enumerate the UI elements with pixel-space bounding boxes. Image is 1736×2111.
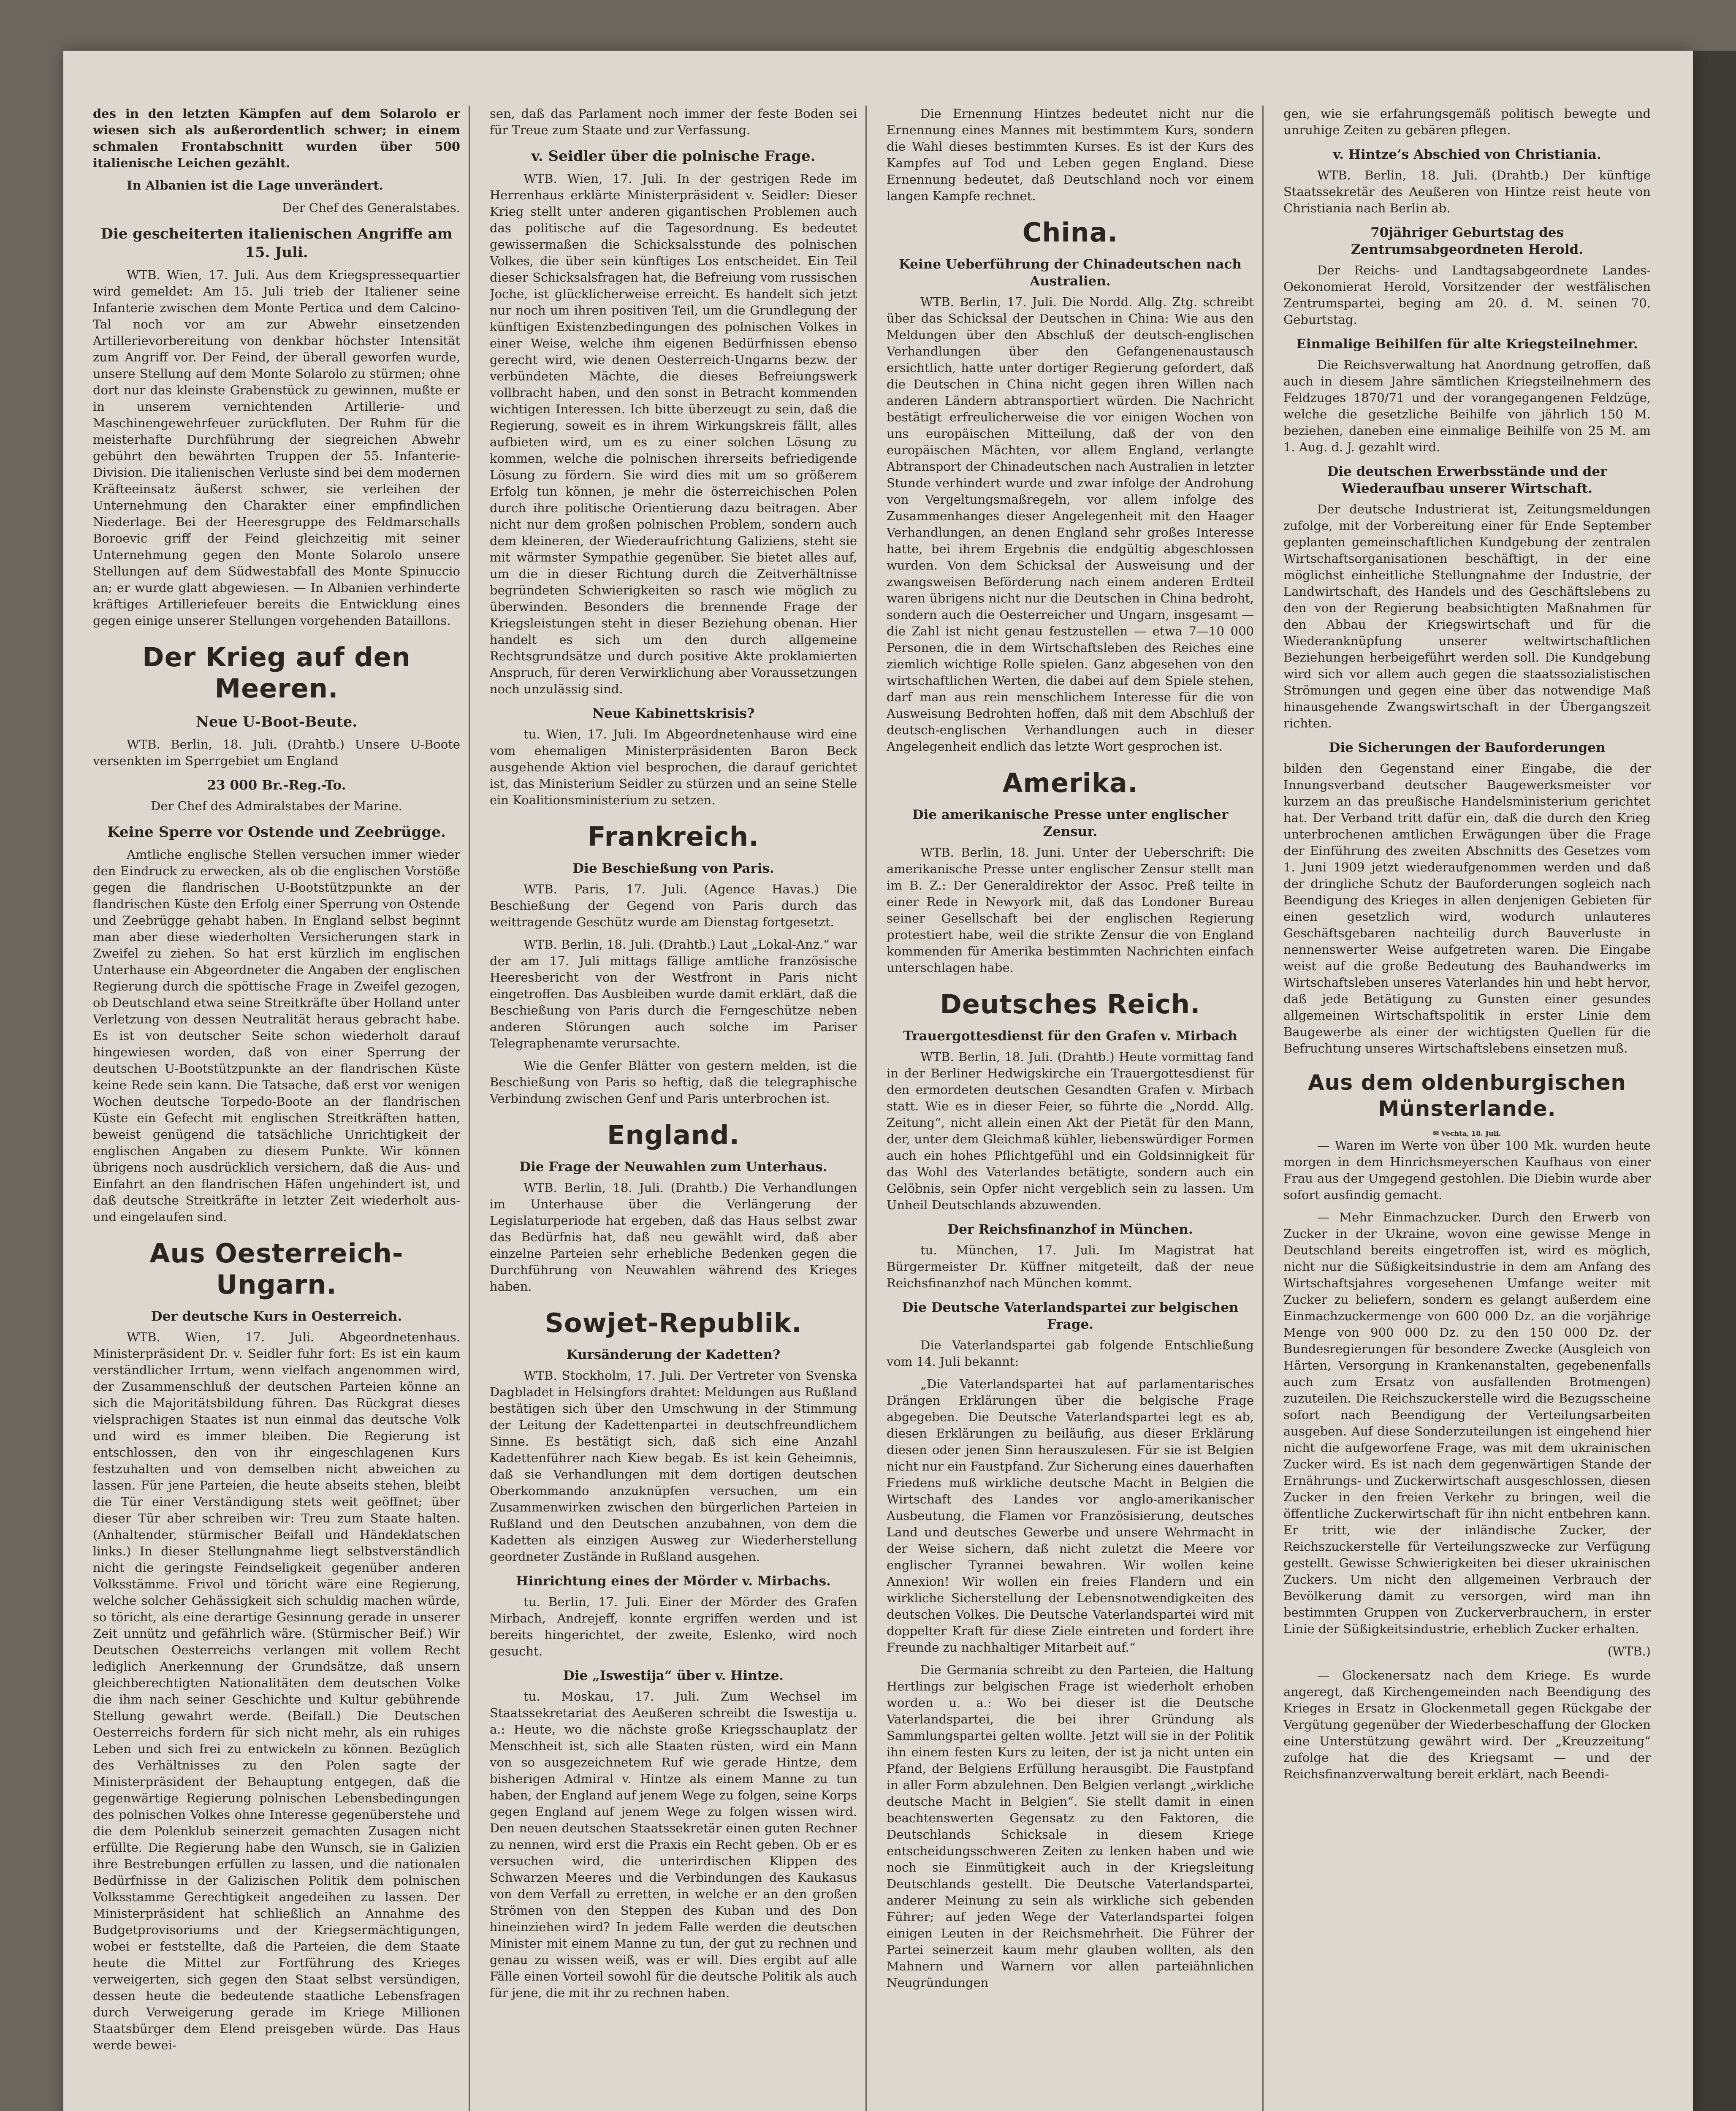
article-text: — Mehr Einmachzucker. Durch den Erwerb von Zucker in der Ukraine, wovon eine gewisse Menge in Deutschland bereits eingetroffen ist, wird es möglich, nicht nur die Süßigkeitsindustrie in dem am Anfang des Wirtschaftsjahres vorgesehenen Umfange weiter mit Zucker zu beliefern, sondern es gelangt außerdem eine Einmachzuckermenge von 600 000 Dz. an die vorjährige Menge von 900 000 Dz. zu den 150 000 Dz. der Bundesregierungen für besondere Zwecke (Ausgleich von Härten, Versorgung in Krankenanstalten, gegebenenfalls auch zum Ersatz von ausfallenden Brotmengen) zuzuteilen. Die Reichszuckerstelle wird die Bezugsscheine sofort nach Beendigung der Verteilungsarbeiten ausgeben. Auf diese Sonderzuteilungen ist eingehend hier nicht die aufgeworfene Frage, was mit dem ukrainischen Zucker wird. Es ist nach dem gegenwärtigen Stande der Ernährungs- und Zuckerwirtschaft ausgeschlossen, diesen Zucker in den freien Verkehr zu bringen, weil die öffentliche Zuckerwirtschaft für ihn nicht entbehren kann. Er tritt, wie der inländische Zucker, der Reichszuckerstelle für Verteilungszwecke zur Verfügung gestellt. Gewisse Schwierigkeiten bei dieser ukrainischen Zuckers. Um nicht den allgemeinen Verbrauch der Bevölkerung damit zu versorgen, wird man ihn bestimmten Gruppen von Zuckerverbrauchern, in erster Linie der Süßigkeitsindustrie, erheblich Zucker erhalten. — [1283, 1210, 1651, 1636]
article-text: tu. München, 17. Juli. Im Magistrat hat Bürgermeister Dr. Küffner mitgeteilt, daß der neue Reichsfinanzhof nach München kommt. — [887, 1243, 1254, 1290]
newspaper-page — [63, 51, 1693, 2111]
article-text: WTB. Berlin, 18. Juli. (Drahtb.) Unsere U-Boote versenkten im Sperrgebiet um England — [93, 737, 460, 768]
article-text: Die Reichsverwaltung hat Anordnung getroffen, daß auch in diesem Jahre sämtlichen Kriegsteilnehmern des Feldzuges 1870/71 und der vorangegangenen Feldzüge, welche die gesetzliche Beihilfe von jährlich 150 M. beziehen, daneben eine einmalige Beihilfe von 25 M. am 1. Aug. d. J. gezahlt wird. — [1283, 358, 1651, 454]
article-text: tu. Moskau, 17. Juli. Zum Wechsel im Staatssekretariat des Aeußeren schreibt die Iswestija u. a.: Heute, wo die nächste große Kriegsschauplatz der Menschheit ist, sich alle Staaten rüsten, wird ein Mann von so ausgezeichnetem Ruf wie gerade Hintze, dem bisherigen Admiral v. Hintze als einem Manne zu tun haben, der England auf jenem Wege zu folgen, seine Korps gegen England auf jenem Wege zu folgen wissen wird. Den neuen deutschen Staatssekretär einen guten Rechner zu nennen, wird erst die Praxis ein Recht geben. Ob er es versuchen wird, die unterirdischen Klippen des Schwarzen Meeres und die Verbindungen des Kaukasus von dem Verfall zu erretten, in welche er an den großen Strömen von den Steppen des Kuban und des Don hineinziehen wird? In jedem Falle werden die deutschen Minister mit einem Manne zu tun, der gut zu rechnen und genau zu wissen weiß, was er will. Dies ergibt auf alle Fälle einen Vorteil sowohl für die deutsche Politik als auch für jene, die mit ihr zu rechnen haben. — [490, 1689, 857, 2000]
article-heading: Neue Kabinettskrisis? — [592, 706, 755, 721]
article-heading: Einmalige Beihilfen für alte Kriegsteilnehmer. — [1296, 336, 1638, 352]
article-text: „Die Vaterlandspartei hat auf parlamentarisches Drängen Erklärungen über die belgische Frage abgegeben. Die Deutsche Vaterlandspartei legt es ab, diesen Erklärungen zu beiläufig, aus dieser Erklärung diesen oder jenen Sinn herauszulesen. Für sie ist Belgien nicht nur ein Faustpfand. Zur Sicherung eines dauerhaften Friedens muß wirkliche deutsche Macht in Belgien die Wirtschaft des Landes vor anglo-amerikanischer Ausbeutung, die Flamen vor Französisierung, deutsches Land und deutsches Gewerbe und unsere Wehrmacht in der Weise sichern, daß nicht zuletzt die Meere vor englischer Tyrannei bewahren. Wir wollen keine Annexion! Wir wollen ein freies Flandern und ein wirkliche Sicherstellung der Lebensnotwendigkeiten des deutschen Volkes. Die Deutsche Vaterlandspartei wird mit doppelter Kraft für diese Ziele eintreten und fordert ihre Freunde zu nachhaltiger Mitarbeit auf.“ — [887, 1377, 1254, 1655]
article-heading: Die Beschießung von Paris. — [572, 861, 774, 876]
article-heading: Keine Ueberführung der Chinadeutschen nach Australien. — [899, 257, 1242, 289]
article-text: bilden den Gegenstand einer Eingabe, die der Innungsverband deutscher Baugewerksmeister vor kurzem an das preußische Handelsministerium gerichtet hat. Der Verband tritt dafür ein, daß die durch den Krieg unterbrochenen amtlichen Erwägungen über die Frage der Einführung des zweiten Abschnitts des Gesetzes vom 1. Juni 1909 jetzt wiederaufgenommen werden und daß der dringliche Schutz der Bauforderungen sogleich nach Beendigung des Krieges in allen denjenigen Gebieten für einen gesetzlich wird, wodurch unlauteres Geschäftsgebaren nachteilig durch Bauverluste in nennenswerter Weise aufgetreten waren. Die Eingabe weist auf die große Bedeutung des Bauhandwerks im Wirtschaftsleben unseres Vaterlandes hin und hebt hervor, daß jede Betätigung zu Gunsten einer gesundes allgemeinen Wirtschaftspolitik in erster Linie dem Baugewerbe als einer der wichtigsten Quellen für die Befruchtung unseres Wirtschaftslebens einsetzen muß. — [1283, 761, 1651, 1056]
article-heading: v. Seidler über die polnische Frage. — [531, 148, 816, 165]
article-text: Der deutsche Industrierat ist, Zeitungsmeldungen zufolge, mit der Vorbereitung einer für Ende September geplanten gemeinschaftlichen Kundgebung der zentralen Wirtschaftsorganisationen beschäftigt, in der eine möglichst einheitliche Stellungnahme der Industrie, der Landwirtschaft, des Handels und des Geschäftslebens zu den von der Regierung beabsichtigten Maßnahmen für den Abbau der Kriegswirtschaft und für die Wiederanknüpfung unserer weltwirtschaftlichen Beziehungen herbeigeführt werden soll. Die Kundgebung wird sich vor allem auch gegen die staatssozialistischen Strömungen und gegen eine über das notwendige Maß hinausgehende Zwangswirtschaft in der Übergangszeit richten. — [1283, 502, 1651, 730]
column-rule — [1262, 106, 1264, 2111]
signature: Der Chef des Admiralstabes der Marine. — [151, 799, 402, 813]
article-text: In Albanien ist die Lage unverändert. — [127, 178, 383, 193]
article-text: tu. Wien, 17. Juli. Im Abgeordnetenhause wird eine vom ehemaligen Ministerpräsidenten Baron Beck ausgehende Aktion viel besprochen, die darauf gerichtet ist, das Ministerium Seidler zu stürzen und an seine Stelle ein Koalitionsministerium zu setzen. — [490, 727, 857, 807]
article-heading: Der deutsche Kurs in Oesterreich. — [151, 1309, 402, 1324]
article-text: WTB. Berlin, 18. Juni. Unter der Ueberschrift: Die amerikanische Presse unter englischer Zensur stellt man im B. Z.: Der Generaldirektor der Assoc. Preß teilte in einer Rede in Newyork mit, daß das Londoner Bureau seiner Gesellschaft bei der englischen Regierung protestiert habe, weil die strikte Zensur die von England kommenden für Amerika bestimmten Nachrichten einfach unterschlagen habe. — [887, 845, 1254, 975]
article-text: Der Reichs- und Landtagsabgeordnete Landes-Oekonomierat Herold, Vorsitzender der westfälischen Zentrumspartei, beging am 20. d. M. seinen 70. Geburtstag. — [1283, 263, 1651, 327]
section-title: Aus dem oldenburgischen Münsterlande. — [1308, 1070, 1626, 1121]
section-title: China. — [1022, 217, 1118, 248]
article-heading: Die Deutsche Vaterlandspartei zur belgischen Frage. — [902, 1300, 1239, 1332]
article-text: Wie die Genfer Blätter von gestern melden, ist die Beschießung von Paris so heftig, daß die telegraphische Verbindung zwischen Genf und Paris unterbrochen ist. — [490, 1058, 857, 1106]
article-text: WTB. Wien, 17. Juli. Abgeordnetenhaus. Ministerpräsident Dr. v. Seidler fuhr fort: Es ist ein kaum verständlicher Irrtum, wenn vielfach angenommen wird, der Zusammenschluß der deutschen Parteien könne an sich die Majoritätsbildung führen. Das Rückgrat dieses vielsprachigen Staates ist nun einmal das deutsche Volk und wird es immer bleiben. Die Regierung ist entschlossen, den von ihr eingeschlagenen Kurs festzuhalten und von demselben nicht abweichen zu lassen. Für jene Parteien, die heute abseits stehen, bleibt die Tür einer Verständigung stets weit geöffnet; über dieser Tür aber schreiben wir: Treu zum Staate halten. (Anhaltender, stürmischer Beifall und Händeklatschen links.) In dieser Stellungnahme liegt selbstverständlich nicht die geringste Feindseligkeit gegenüber anderen Volksstämme. Frivol und töricht wäre eine Regierung, welche solcher Gehässigkeit sich schuldig machen würde, so töricht, als eine derartige Gesinnung gerade in unserer Zeit unnütz und gefährlich wäre. (Stürmischer Beif.) Wir Deutschen Oesterreichs verlangen mit vollem Recht lediglich Anerkennung der Grundsätze, daß unsern gleichberechtigten Nationalitäten dem deutschen Volke die ihm nach seiner Geschichte und Kultur gebührende Stellung gewahrt werde. (Beifall.) Die Deutschen Oesterreichs fordern für sich nicht mehr, als ein ruhiges Leben und sich frei zu entwickeln zu können. Bezüglich des Verhältnisses zu den Polen sagte der Ministerpräsident der Behauptung entgegen, daß die gegenwärtige Regierung polnischen Lebensbedingungen des polnischen Volkes ohne Interesse gegenüberstehe und die dem Polenklub seinerzeit gemachten Zusagen nicht erfüllte. Die Regierung habe den Wunsch, sie in Galizien ihre Bestrebungen erfüllen zu lassen, und die nationalen Bedürfnisse in der Galizischen Politik dem polnischen Volksstamme Gerechtigkeit angedeihen zu lassen. Der Ministerpräsident hat schließlich an Annahme des Budgetprovisoriums und der Kriegsermächtigungen, wobei er feststellte, daß die Parteien, die dem Staate heute die Mittel zur Fortführung des Krieges verweigerten, sich gegen den Staat selbst versündigen, dessen heute die bedeutende staatliche Lebensfragen durch Verweigerung gerade im Kriege Millionen Staatsbürger dem Elend preisgeben würde. Das Haus werde bewei- — [93, 1330, 460, 2052]
section-title: Aus Oesterreich-Ungarn. — [149, 1238, 404, 1300]
article-text: Amtliche englische Stellen versuchen immer wieder den Eindruck zu erwecken, als ob die englischen Vorstöße gegen die flandrischen U-Bootstützpunkte an der flandrischen Küste den Erfolg einer Sperrung von Ostende und Zeebrügge gehabt haben. In England selbst beginnt man aber diese wiederholten Versicherungen stark in Zweifel zu ziehen. So hat erst kürzlich im englischen Unterhause ein Abgeordneter die Angaben der englischen Regierung durch die spöttische Frage in Zweifel gezogen, ob Deutschland etwa seine Streitkräfte über Holland unter Verletzung von dessen Neutralität heraus gebracht habe. Es ist von deutscher Seite schon wiederholt darauf hingewiesen worden, daß von einer Sperrung der deutschen U-Bootstützpunkte an der flandrischen Küste keine Rede sein kann. Die Tatsache, daß erst vor wenigen Wochen deutsche Torpedo-Boote an der flandrischen Küste ein Gefecht mit englischen Streitkräften hatten, beweist genügend die tatsächliche Unrichtigkeit der englischen Angaben zu diesem Punkte. Wir können übrigens noch ausdrücklich versichern, daß die Aus- und Einfahrt an den flandrischen Häfen ungehindert ist, und daß deutsche Streitkräfte in letzter Zeit wiederholt aus- und eingelaufen sind. — [93, 847, 460, 1224]
article-text: — Glockenersatz nach dem Kriege. Es wurde angeregt, daß Kirchengemeinden nach Beendigung des Krieges in Ersatz in Glockenmetall gegen Rückgabe der Vergütung gegenüber der Wiederbeschaffung der Glocken eine Unterstützung gewährt wird. Der „Kreuzzeitung“ zufolge hat die des Kriegsamt — und der Reichsfinanzverwaltung bereit erklärt, nach Beendi- — [1283, 1668, 1651, 1781]
article-text: WTB. Berlin, 18. Juli. (Drahtb.) Die Verhandlungen im Unterhause über die Verlängerung der Legislaturperiode hat ergeben, daß das Haus selbst zwar das Bedürfnis hat, daß neu gewählt wird, daß aber einzelne Parteien sehr erhebliche Bedenken gegen die Durchführung von Neuwahlen während des Krieges haben. — [490, 1180, 857, 1294]
section-title: Deutsches Reich. — [940, 989, 1201, 1020]
article-heading: Hinrichtung eines der Mörder v. Mirbachs. — [516, 1574, 831, 1589]
article-heading: Keine Sperre vor Ostende und Zeebrügge. — [107, 824, 446, 841]
article-heading: Trauergottesdienst für den Grafen v. Mirbach — [903, 1028, 1237, 1044]
article-text: gen, wie sie erfahrungsgemäß politisch bewegte und unruhige Zeiten zu gebären pflegen. — [1283, 106, 1651, 137]
section-title: Amerika. — [1002, 768, 1138, 798]
article-heading: Die gescheiterten italienischen Angriffe am 15. Juli. — [100, 225, 453, 261]
article-highlight: 23 000 Br.-Reg.-To. — [207, 778, 346, 793]
section-title: England. — [607, 1120, 740, 1150]
article-text: WTB. Wien, 17. Juli. Aus dem Kriegspressequartier wird gemeldet: Am 15. Juli trieb der Italiener seine Infanterie zwischen dem Monte Pertica und dem Calcino-Tal noch vor am zur Abwehr einsetzenden Artillerievorbereitung von denkbar höchster Intensität zum Angriff vor. Der Feind, der überall geworfen wurde, unsere Stellung auf dem Monte Solarolo zu stürmen; ohne dort nur das kleinste Grabenstück zu gewinnen, mußte er in unserem vernichtenden Artillerie- und Maschinengewehrfeuer zurückfluten. Der Ruhm für die meisterhafte Durchführung der siegreichen Abwehr gebührt den bewährten Truppen der 55. Infanterie-Division. Die italienischen Verluste sind bei dem modernen Kräfteeinsatz äußerst schwer, sie verleihen der Unternehmung den Charakter einer empfindlichen Niederlage. Bei der Heeresgruppe des Feldmarschalls Boroevic griff der Feind gleichzeitig mit seiner Unternehmung gegen den Monte Solarolo unsere Stellungen auf dem Südwestabfall des Monte Spinuccio an; er wurde glatt abgewiesen. — In Albanien verhinderte kräftiges Artilleriefeuer bereits die Entwicklung eines gegen einige unserer Stellungen vorgehenden Bataillons. — [93, 268, 460, 628]
newspaper-icon: ✉ — [1433, 1129, 1441, 1137]
dateline — [1283, 1129, 1651, 1137]
article-text: des in den letzten Kämpfen auf dem Solarolo er wiesen sich als außerordentlich schwer; in einem schmalen Frontabschnitt wurden über 500 italienische Leichen gezählt. — [93, 106, 460, 170]
article-text: tu. Berlin, 17. Juli. Einer der Mörder des Grafen Mirbach, Andrejeff, konnte ergriffen werden und ist bereits hingerichtet, der zweite, Eslenko, wird noch gesucht. — [490, 1595, 857, 1658]
article-text: WTB. Berlin, 17. Juli. Die Nordd. Allg. Ztg. schreibt über das Schicksal der Deutschen in China: Wie aus den Meldungen über den Abschluß der deutsch-englischen Verhandlungen über den Gefangenenaustausch ersichtlich, hatte unter dortiger Regierung gefordert, daß die Deutschen in China nicht gegen ihren Willen nach anderen Ländern abtransportiert würden. Die Nachricht bestätigt erfreulicherweise die vor einigen Wochen von uns europäischen Mitteilung, daß der von den europäischen Mächten, vor allem England, verlangte Abtransport der Chinadeutschen nach Australien in letzter Stunde verhindert wurde und zwar infolge der Androhung von Vergeltungsmaßregeln, vor allem infolge des Zusammenhanges dieser Angelegenheit mit den Haager Verhandlungen, an denen England sehr großes Interesse hatte, bei ihrem Ergebnis die endgültig abgeschlossen wurden. Von dem Schicksal der Ausweisung und der zwangsweisen Beförderung nach einem anderen Erdteil waren übrigens nicht nur die Deutschen in China bedroht, sondern auch die Oesterreicher und Ungarn, insgesamt — die Zahl ist nicht genau festzustellen — etwa 7—10 000 Personen, die in dem Wirtschaftsleben des Reiches eine ziemlich wichtige Rolle spielen. Ganz abgesehen von den wirtschaftlichen Werten, die dabei auf dem Spiele stehen, darf man aus rein menschlichem Interesse für die von Ausweisung Bedrohten hoffen, daß mit dem Abschluß der deutsch-englischen Verhandlungen auch in dieser Angelegenheit endlich das letzte Wort gesprochen ist. — [887, 295, 1254, 754]
article-heading: Die Frage der Neuwahlen zum Unterhaus. — [519, 1159, 827, 1175]
column-3 — [887, 106, 1254, 2111]
article-text: Die Vaterlandspartei gab folgende Entschließung vom 14. Juli bekannt: — [887, 1338, 1254, 1369]
column-4 — [1283, 106, 1651, 2111]
column-rule — [865, 106, 867, 2111]
column-1 — [93, 106, 460, 2111]
article-text: WTB. Stockholm, 17. Juli. Der Vertreter von Svenska Dagbladet in Helsingfors drahtet: Meldungen aus Rußland bestätigen sich über den Umschwung in der Stimmung der Leitung der Kadettenpartei in deutschfreundlichem Sinne. Es bestätigt sich, daß sich eine Anzahl Kadettenführer nach Kiew begab. Es ist kein Geheimnis, daß sie Verhandlungen mit dem dortigen deutschen Oberkommando anzuknüpfen versuchen, um ein Zusammenwirken zwischen den bürgerlichen Parteien in Rußland und den Deutschen anzubahnen, von dem die Kadetten als einzigen Ausweg zur Wiederherstellung geordneter Zustände in Rußland ausgehen. — [490, 1368, 857, 1564]
article-heading: Neue U-Boot-Beute. — [195, 714, 358, 730]
article-text: Die Ernennung Hintzes bedeutet nicht nur die Ernennung eines Mannes mit bestimmtem Kurs, sondern die Wahl dieses bestimmten Kurses. Es ist der Kurs des Kampfes auf Tod und Leben gegen England. Diese Ernennung bedeutet, daß Deutschland noch vor einem langen Kampfe rechnet. — [887, 106, 1254, 203]
signature: Der Chef des Generalstabes. — [282, 201, 460, 215]
article-text: WTB. Berlin, 18. Juli. (Drahtb.) Heute vormittag fand in der Berliner Hedwigskirche ein Trauergottesdienst für den ermordeten deutschen Gesandten Grafen v. Mirbach statt. Wie es in dieser Feier, so führte die „Nordd. Allg. Zeitung“, nicht allein einen Akt der Pietät für den Mann, der, unter dem Gleichmaß kühler, liebenswürdiger Formen auch ein hohes Pflichtgefühl und ein Goldsinnigkeit für das Wohl des Vaterlandes betätigte, sondern auch ein Gelöbnis, sein Opfer nicht vergeblich sein zu lassen. Um Unheil Deutschlands abzuwenden. — [887, 1050, 1254, 1212]
article-heading: Der Reichsfinanzhof in München. — [947, 1222, 1193, 1237]
column-rule — [469, 106, 470, 2111]
section-title: Sowjet-Republik. — [545, 1308, 802, 1338]
article-heading: 70jähriger Geburtstag des Zentrumsabgeordneten Herold. — [1351, 225, 1584, 257]
article-text: WTB. Wien, 17. Juli. In der gestrigen Rede im Herrenhaus erklärte Ministerpräsident v. Seidler: Dieser Krieg stellt unter anderen gigantischen Problemen auch das politische auf die Tagesordnung. Es bedeutet gewissermaßen die Schicksalsstunde des polnischen Volkes, die über sein künftiges Los entscheidet. Ein Teil dieser Schicksalsfragen hat, die Befreiung vom russischen Joche, ist glücklicherweise erreicht. Es handelt sich jetzt nur noch um ihren positiven Teil, um die Grundlegung der künftigen Existenzbedingungen des polnischen Volkes in einer Weise, welche ihm eigenen Bedürfnissen ebenso gerecht wird, wie denen Oesterreich-Ungarns bezw. der verbündeten Mächte, die dieses Befreiungswerk vollbracht haben, und den sonst in Betracht kommenden wichtigen Interessen. Ich bitte überzeugt zu sein, daß die Regierung, soweit es in ihrem Wirkungskreis fällt, alles aufbieten wird, um es zu einer solchen Lösung zu kommen, welche die polnischen ihrerseits befriedigende Lösung zu fördern. Sie wird dies mit um so größerem Erfolg tun können, je mehr die österreichischen Polen durch ihre politische Orientierung dazu beitragen. Aber nicht nur dem großen polnischen Problem, sondern auch dem kleineren, der Wiederaufrichtung Galiziens, steht sie mit wärmster Sympathie gegenüber. Sie bietet alles auf, um die in dieser Richtung durch die Zeitverhältnisse begründeten Schwierigkeiten so rasch wie möglich zu überwinden. Besonders die brennende Frage der Kriegsleistungen steht in dieser Beziehung obenan. Hier handelt es sich um den durch allgemeine Rechtsgrundsätze und durch positive Akte proklamierten Anspruch, für deren Verwirklichung aber Voraussetzungen noch unzulässig sind. — [490, 171, 857, 696]
article-heading: v. Hintze’s Abschied von Christiania. — [1333, 147, 1601, 162]
adjacent-page-edge — [1693, 51, 1736, 2111]
column-2 — [490, 106, 857, 2111]
article-text: Die Germania schreibt zu den Parteien, die Haltung Hertlings zur belgischen Frage ist wiederholt erhoben worden u. a.: Wo bei dieser ist die Deutsche Vaterlandspartei, die bei ihrer Gründung als Sammlungspartei gelten wollte. Jetzt will sie in der Politik ihn einem festen Kurs zu leiten, der ist ja nicht unten ein Pfand, der Belgiens Erfüllung herausgibt. Die Faustpfand in aller Form abzulehnen. Den Belgien verlangt „wirkliche deutsche Macht in Belgien“. Sie stellt damit in einen beachtenswerten Gegensatz zu den Faktoren, die Deutschlands Schicksale in diesem Kriege entscheidungsschweren Zeiten zu lenken haben und wie noch sie Einmütigkeit auch in der Kriegsleitung Deutschlands gestellt. Die Deutsche Vaterlandspartei, anderer Meinung zu sein als wirkliche sich gebenden Führer; auf jeden Wege der Vaterlandspartei folgen einigen Leuten in der Reichsmehrheit. Die Führer der Partei seinerzeit kaum mehr glauben wollten, als den Mahnern und Warnern vor allen parteiähnlichen Neugründungen — [887, 1663, 1254, 1990]
article-text: — Waren im Werte von über 100 Mk. wurden heute morgen in dem Hinrichsmeyerschen Kaufhaus von einer Frau aus der Umgegend gestohlen. Die Diebin wurde aber sofort ausfindig gemacht. — [1283, 1138, 1651, 1202]
article-heading: Kursänderung der Kadetten? — [566, 1347, 781, 1362]
signature: (WTB.) — [1607, 1644, 1651, 1658]
dateline-text: Vechta, 18. Juli. — [1441, 1129, 1501, 1137]
article-text: WTB. Berlin, 18. Juli. (Drahtb.) Laut „Lokal-Anz.“ war der am 17. Juli mittags fällige amtliche französische Heeresbericht von der Westfront in Paris nicht eingetroffen. Das Ausbleiben wurde damit erklärt, daß die Beschießung von Paris durch die Ferngeschütze neben anderen Störungen auch solche im Pariser Telegraphenamte verursachte. — [490, 937, 857, 1050]
article-heading: Die deutschen Erwerbsstände und der Wiederaufbau unserer Wirtschaft. — [1327, 464, 1607, 496]
article-heading: Die amerikanische Presse unter englischer Zensur. — [912, 807, 1229, 839]
article-text: WTB. Paris, 17. Juli. (Agence Havas.) Die Beschießung der Gegend von Paris durch das weittragende Geschütz wurde am Dienstag fortgesetzt. — [490, 882, 857, 929]
article-text: sen, daß das Parlament noch immer der feste Boden sei für Treue zum Staate und zur Verfassung. — [490, 106, 857, 137]
article-heading: Die Sicherungen der Bauforderungen — [1329, 740, 1606, 755]
article-text: WTB. Berlin, 18. Juli. (Drahtb.) Der künftige Staatssekretär des Aeußeren von Hintze reist heute von Christiania nach Berlin ab. — [1283, 168, 1651, 215]
article-heading: Die „Iswestija“ über v. Hintze. — [563, 1668, 784, 1683]
section-title: Frankreich. — [588, 821, 759, 852]
section-title: Der Krieg auf den Meeren. — [142, 642, 411, 704]
